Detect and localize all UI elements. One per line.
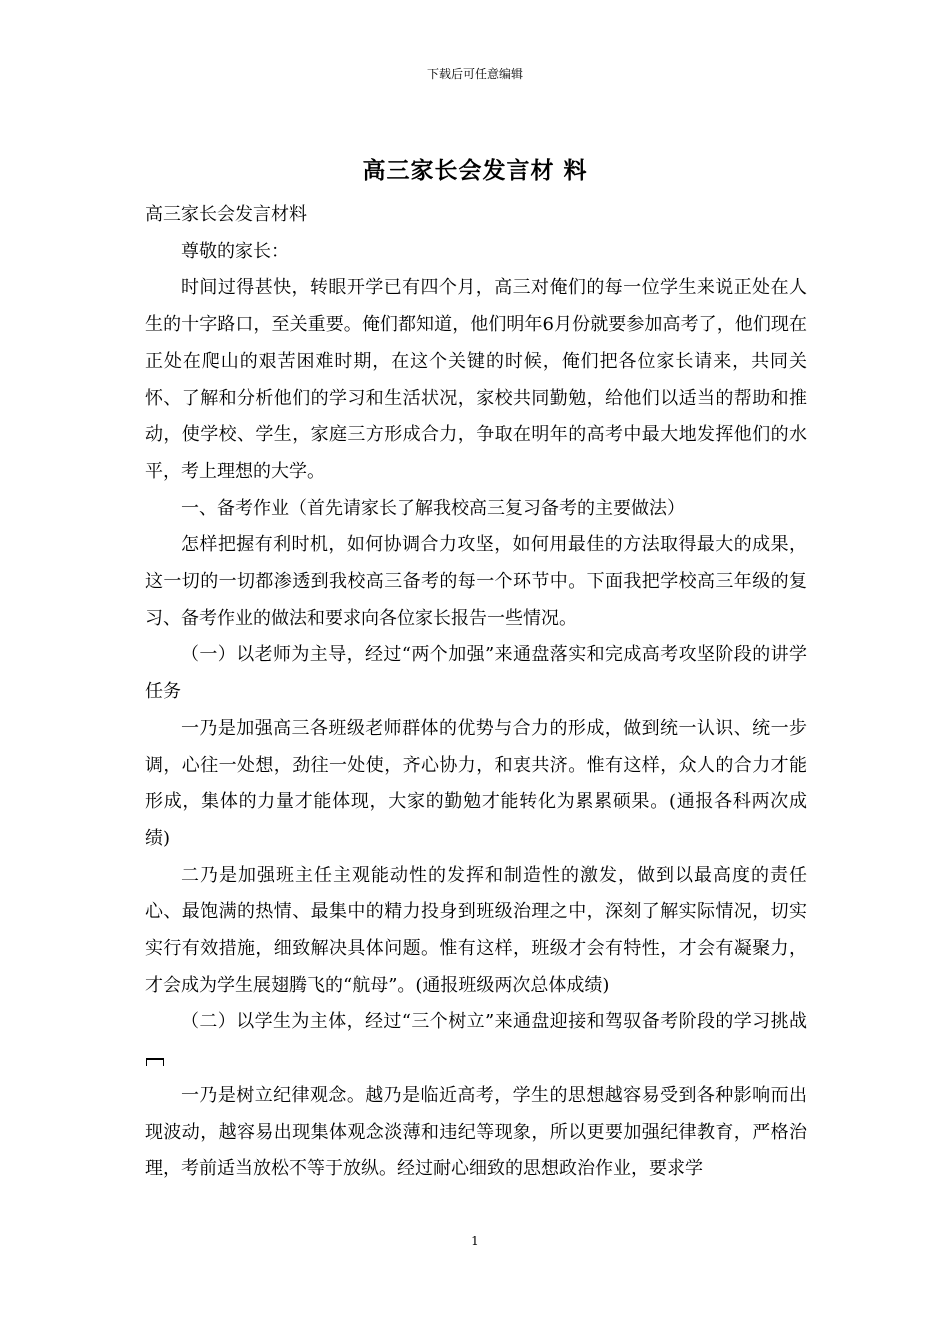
paragraph-teacher-2: 二乃是加强班主任主观能动性的发挥和制造性的激发，做到以最高度的责任心、最饱满的热情、最集中的精力投身到班级治理之中，深刻了解实际情况，切实实行有效措施，细致解决具体问题。惟有这样，班级才会有特性，才会有凝聚力，才会成为学生展翅腾飞的“航母”。(通报班级两次总体成绩)	[145, 864, 807, 996]
subsection-heading-1: （一）以老师为主导，经过“两个加强”来通盘落实和完成高考攻坚阶段的讲学任务	[145, 644, 807, 703]
document-subtitle: 高三家长会发言材料	[145, 204, 307, 225]
subsection-heading-2-text: （二）以学生为主体，经过“三个树立”来通盘迎接和驾驭备考阶段的学习挑战	[181, 1011, 807, 1033]
document-body	[145, 197, 807, 1188]
salutation: 尊敬的家长：	[181, 240, 289, 262]
paragraph-teacher-1: 一乃是加强高三各班级老师群体的优势与合力的形成，做到统一认识、统一步调，心往一处想，劲往一处使，齐心协力，和衷共济。惟有这样，众人的合力才能形成，集体的力量才能体现，大家的勤勉才能转化为累累硕果。(通报各科两次成绩)	[145, 717, 807, 849]
paragraph-student-1: 一乃是树立纪律观念。越乃是临近高考，学生的思想越容易受到各种影响而出现波动，越容易出现集体观念淡薄和违纪等现象，所以更要加强纪律教育，严格治理，考前适当放松不等于放纵。经过耐心细致的思想政治作业，要求学	[145, 1084, 807, 1180]
header-note: 下载后可任意编辑	[426, 67, 523, 81]
subsection-heading-2	[145, 1004, 807, 1077]
paragraph-overview: 怎样把握有利时机，如何协调合力攻坚，如何用最佳的方法取得最大的成果，这一切的一切都渗透到我校高三备考的每一个环节中。下面我把学校高三年级的复习、备考作业的做法和要求向各位家长报告一些情况。	[145, 534, 807, 629]
paragraph-intro: 时间过得甚快，转眼开学已有四个月，高三对俺们的每一位学生来说正处在人生的十字路口，至关重要。俺们都知道，他们明年6月份就要参加高考了，他们现在正处在爬山的艰苦困难时期，在这个关键的时候，俺们把各位家长请来，共同关怀、了解和分析他们的学习和生活状况，家校共同勤勉，给他们以适当的帮助和推动，使学校、学生，家庭三方形成合力，争取在明年的高考中最大地发挥他们的水平，考上理想的大学。	[145, 277, 807, 482]
document-title: 高三家长会发言材 料	[362, 157, 588, 184]
page-number: 1	[471, 1234, 479, 1248]
section-heading-1: 一、备考作业（首先请家长了解我校高三复习备考的主要做法）	[181, 497, 685, 519]
text-cursor-icon	[146, 1058, 164, 1066]
